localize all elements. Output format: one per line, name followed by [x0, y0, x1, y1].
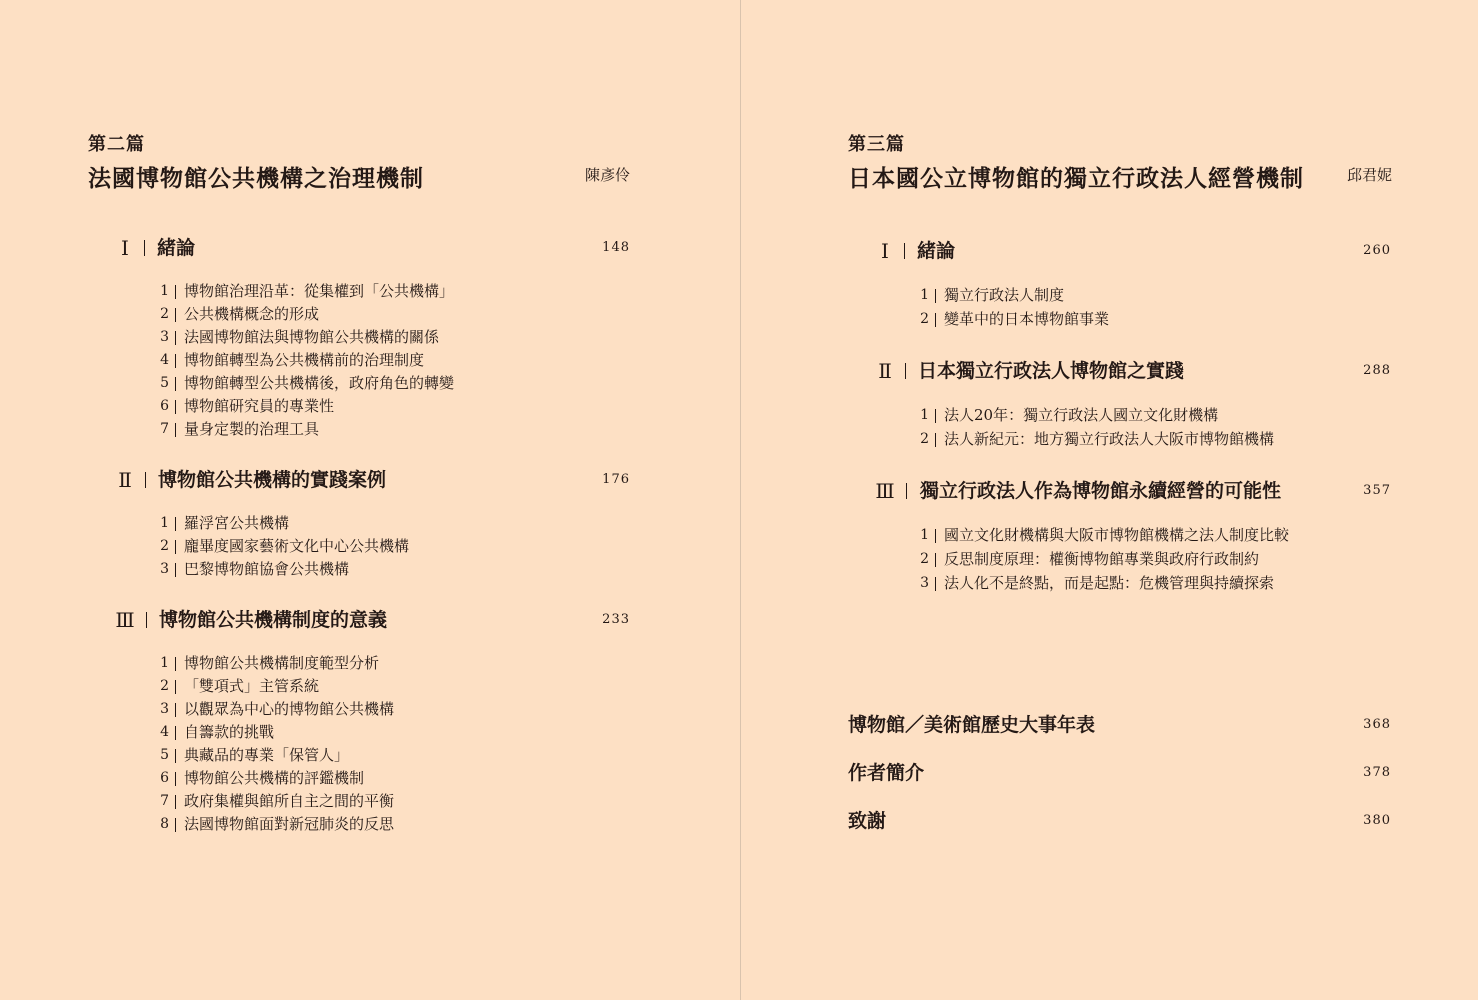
divider-bar	[935, 433, 936, 447]
item-title: 博物館轉型公共機構後，政府角色的轉變	[184, 374, 455, 392]
divider-bar	[175, 354, 176, 368]
section-page-number: 260	[1363, 243, 1391, 258]
item-title: 羅浮宮公共機構	[184, 514, 290, 532]
item-number: 1	[920, 287, 929, 303]
item-number: 1	[160, 655, 169, 671]
item-number: 2	[160, 678, 169, 694]
toc-item[interactable]	[157, 744, 577, 767]
toc-item-list	[917, 284, 1357, 332]
item-title: 典藏品的專業「保管人」	[184, 746, 350, 764]
item-title: 獨立行政法人制度	[944, 286, 1065, 304]
toc-item[interactable]	[157, 558, 577, 581]
item-title: 量身定製的治理工具	[184, 420, 320, 438]
toc-item[interactable]	[157, 813, 577, 836]
toc-item[interactable]	[157, 372, 577, 395]
divider-bar	[935, 289, 936, 303]
divider-bar	[175, 400, 176, 414]
item-title: 公共機構概念的形成	[184, 305, 320, 323]
toc-item[interactable]	[917, 404, 1357, 428]
appendix-page-number: 368	[1363, 717, 1391, 732]
divider-bar	[175, 563, 176, 577]
item-number: 1	[160, 283, 169, 299]
section-heading[interactable]	[874, 356, 1391, 386]
item-number: 8	[160, 816, 169, 832]
divider-bar	[905, 363, 906, 379]
item-title: 變革中的日本博物館事業	[944, 310, 1110, 328]
divider-bar	[175, 726, 176, 740]
divider-bar	[175, 680, 176, 694]
item-number: 3	[920, 575, 929, 591]
divider-bar	[175, 331, 176, 345]
section-numeral: Ⅰ	[881, 239, 889, 263]
section-title: 緒論	[917, 240, 956, 262]
toc-item[interactable]	[917, 428, 1357, 452]
toc-item[interactable]	[157, 767, 577, 790]
toc-item[interactable]	[157, 652, 577, 675]
item-number: 1	[160, 515, 169, 531]
item-title: 法人新紀元：地方獨立行政法人大阪市博物館機構	[944, 430, 1275, 448]
toc-item[interactable]	[157, 535, 577, 558]
toc-item[interactable]	[917, 524, 1357, 548]
section-heading[interactable]	[874, 476, 1391, 506]
item-title: 博物館研究員的專業性	[184, 397, 335, 415]
divider-bar	[175, 818, 176, 832]
toc-section	[874, 236, 1391, 266]
item-title: 法國博物館面對新冠肺炎的反思	[184, 815, 395, 833]
item-title: 以觀眾為中心的博物館公共機構	[184, 700, 395, 718]
divider-bar	[175, 772, 176, 786]
section-title: 緒論	[157, 237, 196, 259]
divider-bar	[175, 285, 176, 299]
divider-bar	[935, 313, 936, 327]
section-page-number: 148	[602, 240, 630, 255]
section-title: 博物館公共機構的實踐案例	[158, 469, 387, 491]
item-title: 博物館公共機構的評鑑機制	[184, 769, 365, 787]
section-page-number: 176	[602, 472, 630, 487]
item-number: 2	[160, 538, 169, 554]
part-title: 日本國公立博物館的獨立行政法人經營機制	[848, 165, 1304, 192]
item-title: 法人化不是終點，而是起點：危機管理與持續探索	[944, 574, 1275, 592]
toc-item-list	[917, 404, 1357, 452]
toc-item-list	[157, 652, 577, 836]
appendix-title: 作者簡介	[848, 762, 925, 784]
section-heading[interactable]	[114, 233, 630, 263]
section-title: 日本獨立行政法人博物館之實踐	[918, 360, 1185, 382]
divider-bar	[175, 657, 176, 671]
divider-bar	[935, 577, 936, 591]
divider-bar	[175, 795, 176, 809]
item-number: 2	[920, 431, 929, 447]
section-title: 博物館公共機構制度的意義	[159, 609, 388, 631]
divider-bar	[145, 472, 146, 488]
part-title: 法國博物館公共機構之治理機制	[88, 165, 424, 192]
toc-section	[114, 233, 630, 263]
section-page-number: 233	[602, 612, 630, 627]
divider-bar	[175, 540, 176, 554]
appendix-entry[interactable]	[848, 710, 1391, 740]
divider-bar	[175, 308, 176, 322]
item-title: 博物館治理沿革：從集權到「公共機構」	[184, 282, 455, 300]
author-name: 邱君妮	[1346, 166, 1392, 184]
item-number: 6	[160, 770, 169, 786]
item-title: 巴黎博物館協會公共機構	[184, 560, 350, 578]
item-number: 7	[160, 793, 169, 809]
toc-item[interactable]	[917, 308, 1357, 332]
divider-bar	[935, 529, 936, 543]
item-title: 龐畢度國家藝術文化中心公共機構	[184, 537, 410, 555]
appendix-title: 致謝	[848, 810, 887, 832]
item-number: 5	[160, 747, 169, 763]
toc-item[interactable]	[157, 418, 577, 441]
item-number: 1	[920, 527, 929, 543]
appendix-page-number: 380	[1363, 813, 1391, 828]
item-number: 2	[160, 306, 169, 322]
item-title: 政府集權與館所自主之間的平衡	[184, 792, 395, 810]
toc-item[interactable]	[157, 675, 577, 698]
toc-section	[874, 356, 1391, 386]
divider-bar	[175, 703, 176, 717]
item-number: 4	[160, 352, 169, 368]
section-heading[interactable]	[114, 465, 630, 495]
appendix-entry[interactable]	[848, 758, 1391, 788]
item-title: 博物館公共機構制度範型分析	[184, 654, 380, 672]
toc-item-list	[917, 524, 1357, 596]
section-numeral: Ⅲ	[875, 479, 895, 503]
item-title: 「雙項式」主管系統	[184, 677, 320, 695]
divider-bar	[904, 243, 905, 259]
part-label: 第三篇	[848, 134, 905, 155]
section-title: 獨立行政法人作為博物館永續經營的可能性	[920, 480, 1282, 502]
item-number: 3	[160, 329, 169, 345]
section-numeral: Ⅱ	[118, 468, 132, 492]
item-number: 3	[160, 561, 169, 577]
toc-section	[114, 605, 630, 635]
section-page-number: 357	[1363, 483, 1391, 498]
appendix-page-number: 378	[1363, 765, 1391, 780]
appendix-entry[interactable]	[848, 806, 1391, 836]
divider-bar	[175, 517, 176, 531]
section-page-number: 288	[1363, 363, 1391, 378]
item-title: 反思制度原理：權衡博物館專業與政府行政制約	[944, 550, 1260, 568]
divider-bar	[935, 409, 936, 423]
section-heading[interactable]	[874, 236, 1391, 266]
item-title: 博物館轉型為公共機構前的治理制度	[184, 351, 425, 369]
author-name: 陳彥伶	[584, 166, 630, 184]
item-number: 2	[920, 551, 929, 567]
divider-bar	[175, 749, 176, 763]
divider-bar	[935, 553, 936, 567]
right-page	[741, 0, 1478, 1000]
item-number: 1	[920, 407, 929, 423]
item-title: 法人20年：獨立行政法人國立文化財機構	[944, 406, 1219, 424]
divider-bar	[144, 240, 145, 256]
section-heading[interactable]	[114, 605, 630, 635]
item-title: 法國博物館法與博物館公共機構的關係	[184, 328, 440, 346]
toc-item[interactable]	[917, 572, 1357, 596]
toc-section	[874, 476, 1391, 506]
section-numeral: Ⅱ	[878, 359, 892, 383]
item-number: 6	[160, 398, 169, 414]
toc-item[interactable]	[917, 284, 1357, 308]
toc-item-list	[157, 280, 577, 441]
divider-bar	[146, 612, 147, 628]
toc-item[interactable]	[157, 790, 577, 813]
toc-item[interactable]	[157, 698, 577, 721]
toc-item-list	[157, 512, 577, 581]
section-numeral: Ⅰ	[121, 236, 129, 260]
item-number: 5	[160, 375, 169, 391]
item-title: 國立文化財機構與大阪市博物館機構之法人制度比較	[944, 526, 1290, 544]
toc-item[interactable]	[157, 512, 577, 535]
item-title: 自籌款的挑戰	[184, 723, 275, 741]
toc-item[interactable]	[157, 326, 577, 349]
divider-bar	[906, 483, 907, 499]
item-number: 3	[160, 701, 169, 717]
part-label: 第二篇	[88, 134, 145, 155]
toc-section	[114, 465, 630, 495]
item-number: 4	[160, 724, 169, 740]
toc-item[interactable]	[157, 303, 577, 326]
toc-item[interactable]	[917, 548, 1357, 572]
toc-item[interactable]	[157, 721, 577, 744]
toc-item[interactable]	[157, 395, 577, 418]
item-number: 7	[160, 421, 169, 437]
divider-bar	[175, 377, 176, 391]
appendix-title: 博物館／美術館歷史大事年表	[848, 714, 1096, 736]
divider-bar	[175, 423, 176, 437]
toc-item[interactable]	[157, 280, 577, 303]
section-numeral: Ⅲ	[115, 608, 135, 632]
toc-item[interactable]	[157, 349, 577, 372]
item-number: 2	[920, 311, 929, 327]
